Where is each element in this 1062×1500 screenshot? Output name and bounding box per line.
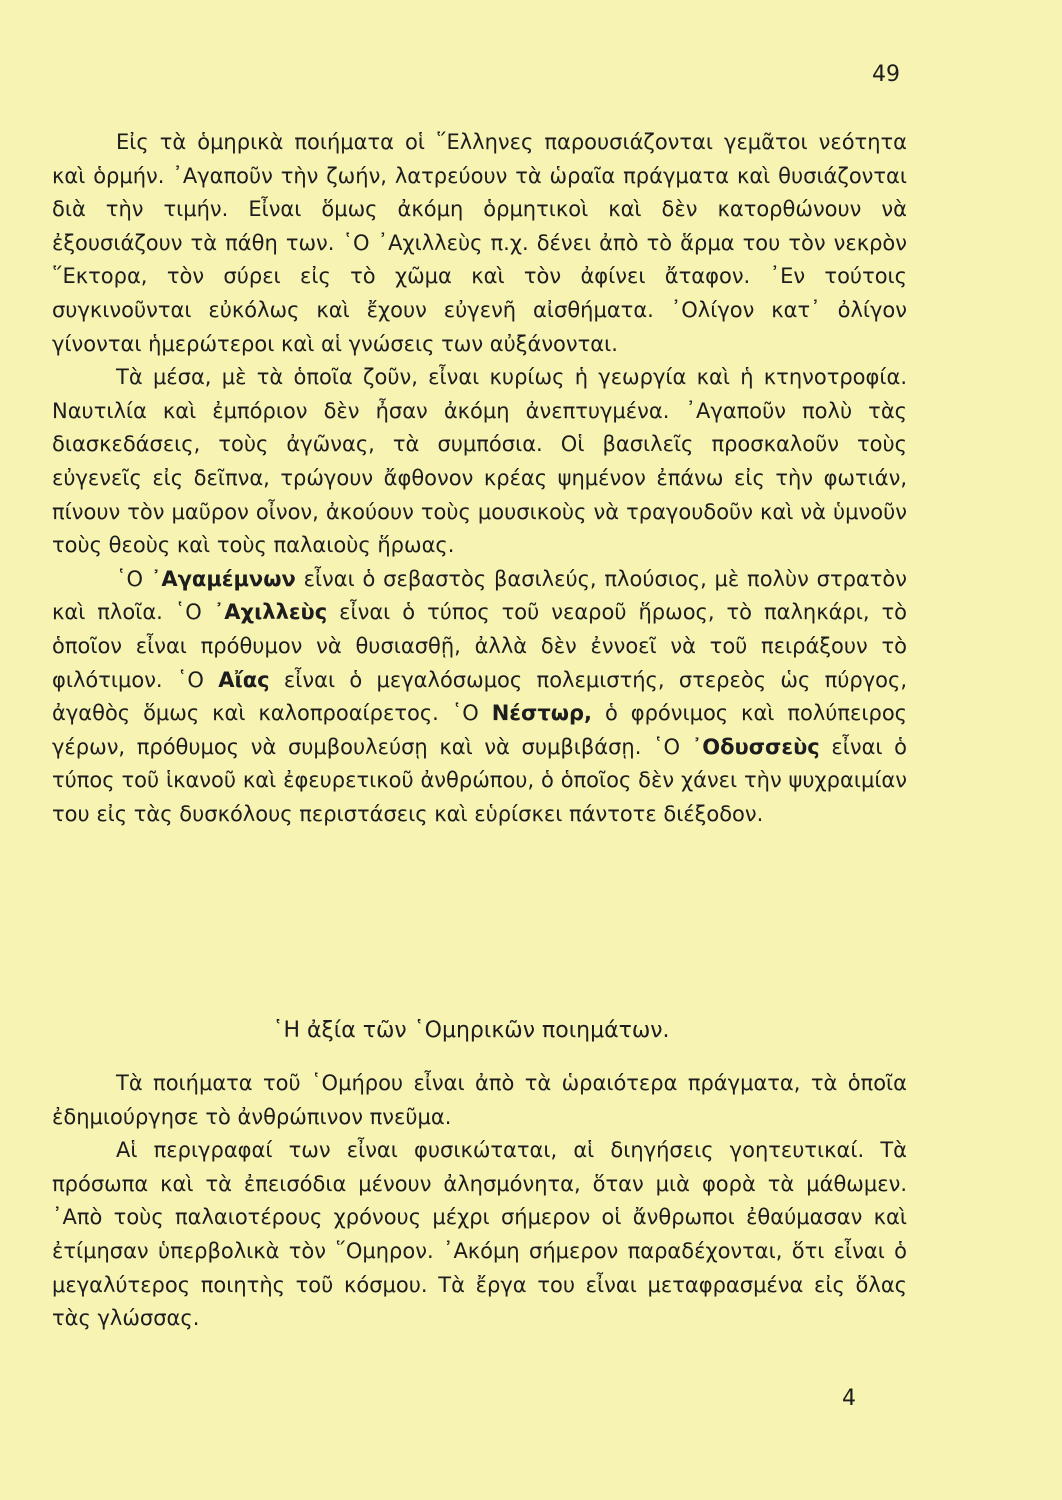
text-run: εἶναι ὁ σεβαστὸς βασιλεύς, πλούσιος, μὲ πολὺν στρατὸν καὶ πλοῖα. ῾Ο [52, 566, 907, 625]
signature-mark: 4 [842, 1386, 856, 1411]
character-name: Νέστωρ, [491, 701, 593, 726]
paragraph [52, 1067, 907, 1134]
paragraph [52, 126, 907, 361]
text-section-2 [52, 1067, 907, 1336]
text-run: Εἰς τὰ ὁμηρικὰ ποιήματα οἱ ῞Ελληνες παρουσιάζονται γεμᾶτοι νεότητα καὶ ὁρμήν. ᾿Αγαποῦν τὴν ζωήν, λατρεύουν τὰ ὡραῖα πράγματα καὶ θυσιάζονται διὰ τὴν τιμήν. Εἶναι ὅμως ἀκόμη ὁρμητικοὶ καὶ δὲν κατορθώνουν νὰ ἐξουσιάζουν τὰ πάθη των. ῾Ο ᾿Αχιλλεὺς π.χ. δένει ἀπὸ τὸ ἅρμα του τὸν νεκρὸν ῞Εκτορα, τὸν σύρει εἰς τὸ χῶμα καὶ τὸν ἀφίνει ἄταφον. ᾿Εν τούτοις συγκινοῦνται εὐκόλως καὶ ἔχουν εὐγενῆ αἰσθήματα. ᾿Ολίγον κατ᾿ ὀλίγον γίνονται ἡμερώτεροι καὶ αἱ γνώσεις των αὐξάνονται. [52, 130, 907, 356]
section-heading: ῾Η ἀξία τῶν ῾Ομηρικῶν ποιημάτων. [272, 1018, 670, 1043]
text-run: Αἱ περιγραφαί των εἶναι φυσικώταται, αἱ διηγήσεις γοητευτικαί. Τὰ πρόσωπα καὶ τὰ ἐπεισόδια μένουν ἀλησμόνητα, ὅταν μιὰ φορὰ τὰ μάθωμεν. ᾿Απὸ τοὺς παλαιοτέρους χρόνους μέχρι σήμερον οἱ ἄνθρωποι ἐθαύμασαν καὶ ἐτίμησαν ὑπερβολικὰ τὸν ῞Ομηρον. ᾿Ακόμη σήμερον παραδέχονται, ὅτι εἶναι ὁ μεγαλύτερος ποιητὴς τοῦ κόσμου. Τὰ ἔργα του εἶναι μεταφρασμένα εἰς ὅλας τὰς γλώσσας. [52, 1138, 907, 1331]
text-run: εἶναι ὁ τύπος τοῦ νεαροῦ ἥρωος, τὸ παληκάρι, τὸ ὁποῖον εἶναι πρόθυμον νὰ θυσιασθῇ, ἀλλὰ δὲν ἐννοεῖ νὰ τοῦ πειράξουν τὸ φιλότιμον. ῾Ο [52, 600, 907, 692]
text-run: εἶναι ὁ τύπος τοῦ ἱκανοῦ καὶ ἐφευρετικοῦ ἀνθρώπου, ὁ ὁποῖος δὲν χάνει τὴν ψυχραιμίαν του εἰς τὰς δυσκόλους περιστάσεις καὶ εὑρίσκει πάντοτε διέξοδον. [52, 734, 908, 826]
text-run: Τὰ ποιήματα τοῦ ῾Ομήρου εἶναι ἀπὸ τὰ ὡραιότερα πράγματα, τὰ ὁποῖα ἐδημιούργησε τὸ ἀνθρώπινον πνεῦμα. [52, 1071, 907, 1129]
text-run: εἶναι ὁ μεγαλόσωμος πολεμιστής, στερεὸς ὡς πύργος, ἀγαθὸς ὅμως καὶ καλοπροαίρετος. ῾Ο [52, 667, 907, 726]
text-section-1 [52, 126, 907, 831]
paragraph [52, 563, 907, 832]
page-number: 49 [872, 62, 900, 87]
character-name: Αἴας [218, 667, 270, 692]
text-run: ὁ φρόνιμος καὶ πολύπειρος γέρων, πρόθυμος νὰ συμβουλεύσῃ καὶ νὰ συμβιβάσῃ. ῾Ο [52, 701, 907, 759]
character-name: ᾿Αχιλλεὺς [213, 600, 328, 625]
text-run: ῾Ο [116, 566, 151, 591]
paragraph [52, 1134, 907, 1336]
character-name: ᾿Αγαμέμνων [150, 566, 296, 591]
character-name: ᾿Οδυσσεὺς [691, 734, 820, 759]
text-run: Τὰ μέσα, μὲ τὰ ὁποῖα ζοῦν, εἶναι κυρίως ἡ γεωργία καὶ ἡ κτηνοτροφία. Ναυτιλία καὶ ἐμπόριον δὲν ἦσαν ἀκόμη ἀνεπτυγμένα. ᾿Αγαποῦν πολὺ τὰς διασκεδάσεις, τοὺς ἀγῶνας, τὰ συμπόσια. Οἱ βασιλεῖς προσκαλοῦν τοὺς εὐγενεῖς εἰς δεῖπνα, τρώγουν ἄφθονον κρέας ψημένον ἐπάνω εἰς τὴν φωτιάν, πίνουν τὸν μαῦρον οἶνον, ἀκούουν τοὺς μουσικοὺς νὰ τραγουδοῦν καὶ νὰ ὑμνοῦν τοὺς θεοὺς καὶ τοὺς παλαιοὺς ἥρωας. [52, 365, 907, 558]
paragraph [52, 361, 907, 563]
